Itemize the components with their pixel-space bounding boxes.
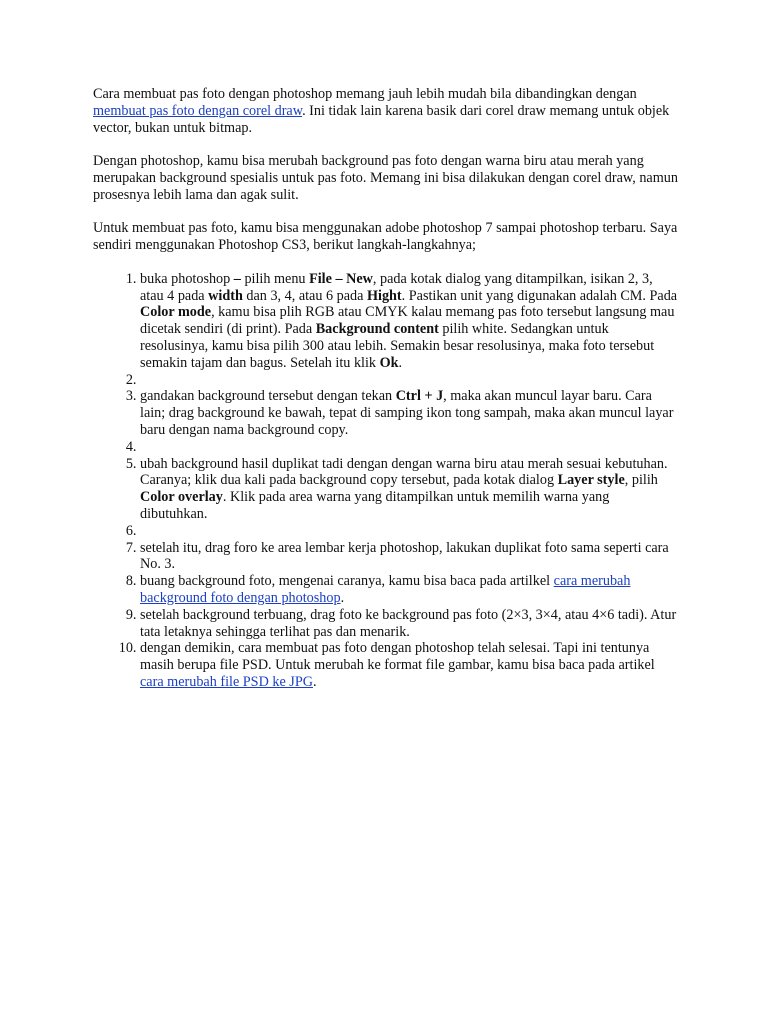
list-item-step-4-empty	[140, 439, 678, 456]
step-text: .	[340, 589, 345, 606]
step-text: , pilih	[624, 472, 658, 489]
list-item-step-1	[140, 271, 678, 372]
steps-list	[93, 271, 678, 691]
step-bold-text: Color overlay	[140, 489, 223, 506]
step-bold-text: File – New	[309, 270, 373, 287]
step-bold-text: Ok	[379, 354, 399, 371]
intro-paragraph-2: Dengan photoshop, kamu bisa merubah background pas foto dengan warna biru atau merah yang merupakan background spesialis untuk pas foto. Memang ini bisa dilakukan dengan corel draw, namun prosesnya lebih lama dan agak sulit.	[93, 153, 678, 203]
step-text: gandakan background tersebut dengan tekan	[140, 388, 396, 405]
step-bold-text: width	[208, 287, 243, 304]
step-bold-text: Color mode	[140, 304, 212, 321]
step-text: , maka akan muncul layar baru. Cara lain; drag background ke bawah, tepat di samping ikon tong sampah, maka akan muncul layar baru dengan nama background copy.	[140, 388, 674, 438]
step-text: ubah background hasil duplikat tadi dengan dengan warna biru atau merah sesuai kebutuhan. Caranya; klik dua kali pada background copy tersebut, pada kotak dialog	[140, 455, 668, 489]
list-item-step-8	[140, 573, 678, 607]
link-corel-draw-article[interactable]: membuat pas foto dengan corel draw	[93, 102, 303, 119]
intro-text: . Ini tidak lain karena basik dari corel draw memang untuk objek vector, bukan untuk bitmap.	[93, 102, 670, 136]
step-bold-text: Layer style	[557, 472, 625, 489]
step-bold-text: Background content	[315, 321, 439, 338]
step-text: .	[398, 354, 403, 371]
list-item-step-6-empty	[140, 523, 678, 540]
link-psd-to-jpg-article[interactable]: cara merubah file PSD ke JPG	[140, 673, 313, 690]
step-text: .	[312, 673, 317, 690]
step-text: buka photoshop	[140, 270, 234, 287]
step-text: , kamu bisa plih RGB atau CMYK kalau memang pas foto tersebut langsung mau dicetak sendiri (di print). Pada	[140, 304, 675, 338]
step-bold-text: –	[233, 270, 245, 287]
list-item-step-10	[140, 640, 678, 690]
intro-text: Cara membuat pas foto dengan photoshop memang jauh lebih mudah bila dibandingkan dengan	[93, 86, 637, 102]
intro-paragraph-3: Untuk membuat pas foto, kamu bisa menggunakan adobe photoshop 7 sampai photoshop terbaru. Saya sendiri menggunakan Photoshop CS3, berikut langkah-langkahnya;	[93, 220, 678, 254]
list-item-step-9: 9. setelah background terbuang, drag foto ke background pas foto (2×3, 3×4, atau 4×6 tadi). Atur tata letaknya sehingga terlihat pas dan menarik.	[140, 607, 678, 641]
list-item-step-5	[140, 456, 678, 523]
step-text: , pada kotak dialog yang ditampilkan, isikan 2, 3, atau 4 pada	[140, 270, 653, 304]
list-item-step-2-empty	[140, 372, 678, 389]
intro-paragraph-1	[93, 86, 678, 136]
step-text: dan 3, 4, atau 6 pada	[242, 287, 367, 304]
step-text: pilih white. Sedangkan untuk resolusinya, kamu bisa pilih 300 atau lebih. Semakin besar resolusinya, maka foto tersebut semakin tajam dan bagus. Setelah itu klik	[140, 321, 655, 371]
list-item-step-7: 7. setelah itu, drag foro ke area lembar kerja photoshop, lakukan duplikat foto sama seperti cara No. 3.	[140, 540, 678, 574]
step-text: . Pastikan unit yang digunakan adalah CM. Pada	[401, 287, 678, 304]
step-text: pilih menu	[244, 270, 310, 287]
step-text: . Klik pada area warna yang ditampilkan untuk memilih warna yang dibutuhkan.	[140, 489, 610, 522]
step-text: buang background foto, mengenai caranya, kamu bisa baca pada artilkel	[140, 573, 554, 590]
step-bold-text: Hight	[366, 287, 402, 304]
document-page	[93, 86, 678, 691]
step-text: dengan demikin, cara membuat pas foto dengan photoshop telah selesai. Tapi ini tentunya masih berupa file PSD. Untuk merubah ke format file gambar, kamu bisa baca pada artikel	[140, 640, 655, 674]
list-item-step-3	[140, 388, 678, 438]
link-background-photoshop-article[interactable]: cara merubah background foto dengan photoshop	[140, 573, 631, 606]
step-bold-text: Ctrl + J	[395, 388, 444, 405]
